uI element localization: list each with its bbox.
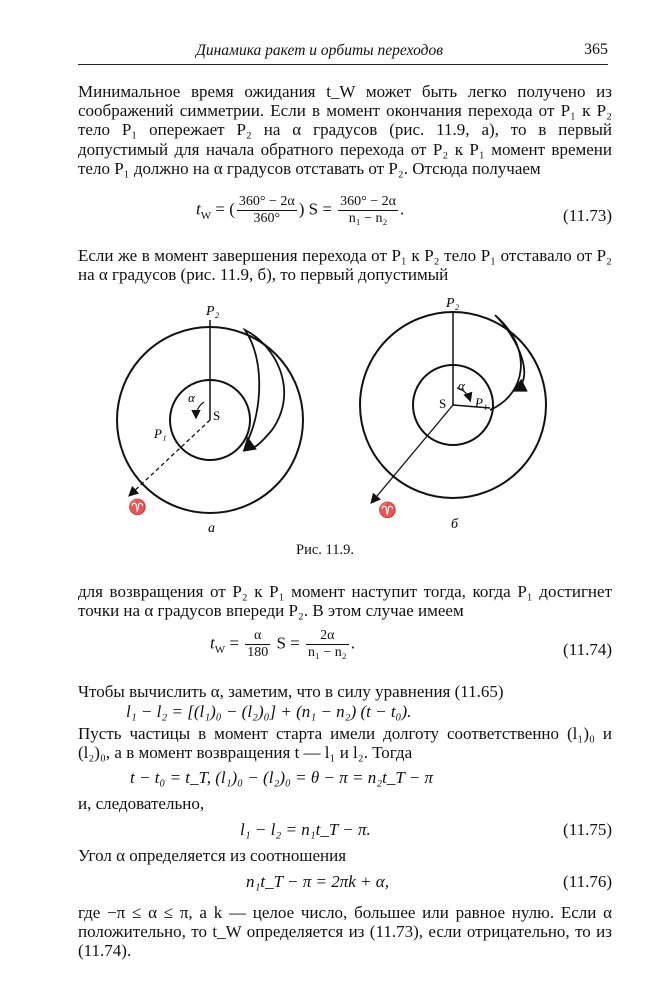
eq74-mid: S =	[272, 633, 305, 653]
sublabel-a: а	[208, 521, 215, 536]
eq74-frac2-denominator: n₁ − n₂	[308, 645, 347, 660]
eq76-number: (11.76)	[563, 872, 612, 891]
sublabel-b: б	[451, 517, 459, 532]
aries-icon-a: ♈	[128, 500, 147, 516]
paragraph-alpha-range: где −π ≤ α ≤ π, а k — целое число, большее или равное нулю. Если α положительно, то t_W определяется из (11.73), если отрицательно, то из (11.74).	[78, 903, 612, 961]
paragraph-consequently: и, следовательно,	[78, 794, 205, 813]
label-p2-b: P₂	[446, 296, 460, 311]
label-p2-a: P₂	[206, 304, 220, 319]
eq73-lhs: t	[196, 199, 201, 219]
paragraph-angle-alpha: Угол α определяется из соотношения	[78, 846, 347, 865]
time-relations-text: t − t₀ = t_T, (l₁)₀ − (l₂)₀ = θ − π = n₂t_T − π	[130, 768, 433, 787]
eq74-frac1-denominator: 180	[247, 645, 269, 660]
eq73-frac2-numerator: 360° − 2α	[340, 194, 397, 209]
longitude-difference-text: l₁ − l₂ = [(l₁)₀ − (l₂)₀] + (n₁ − n₂) (t − t₀).	[126, 702, 412, 721]
eq73-end: .	[400, 199, 405, 219]
eq74-frac2-numerator: 2α	[306, 628, 349, 645]
running-header	[78, 40, 608, 65]
equation-11-74	[78, 628, 612, 668]
eq74-frac1-numerator: α	[245, 628, 270, 645]
eq73-eq1: = (	[211, 199, 235, 219]
eq75-number: (11.75)	[563, 820, 612, 839]
transfer-ellipse-b	[490, 315, 524, 410]
eq74-fraction-1	[245, 628, 270, 661]
eq75-body: l₁ − l₂ = n₁t_T − π.	[240, 820, 371, 839]
figure-11-9	[0, 290, 650, 550]
eq73-frac1-denominator: 360°	[253, 211, 281, 226]
equation-11-73	[78, 194, 612, 234]
eq74-lhs: t	[210, 633, 215, 653]
eq74-lhs-sub: W	[214, 643, 226, 656]
eq73-mid: ) S =	[298, 199, 337, 219]
paragraph-lagging-case: Если же в момент завершения перехода от P₁ к P₂ тело P₁ отставало от P₂ на α градусов (рис. 11.9, б), то первый допустимый	[78, 246, 612, 285]
aries-direction-b	[372, 405, 453, 502]
eq73-frac1-numerator: 360° − 2α	[238, 194, 295, 209]
diagram-a	[117, 304, 303, 536]
eq74-end: .	[350, 633, 355, 653]
label-alpha-a: α	[188, 390, 195, 405]
paragraph-return-moment: для возвращения от P₂ к P₁ момент наступит тогда, когда P₁ достигнет точки на α градусов впереди P₂. В этом случае имеем	[78, 582, 612, 621]
label-s-a: S	[213, 408, 221, 423]
figure-caption: Рис. 11.9.	[296, 542, 354, 558]
paragraph-compute-alpha: Чтобы вычислить α, заметим, что в силу уравнения (11.65)	[78, 682, 504, 701]
label-alpha-b: α	[458, 378, 465, 393]
eq73-fraction-1	[237, 194, 297, 227]
eq74-fraction-2	[306, 628, 349, 661]
page-number: 365	[584, 41, 608, 58]
paragraph-min-wait-time: Минимальное время ожидания t_W может быть легко получено из соображений симметрии. Если в момент окончания перехода от P₁ к P₂ тело P₁ опережает P₂ на α градусов (рис. 11.9, а), то в первый допустимый для начала обратного перехода от P₂ к P₁ момент времени тело P₁ должно на α градусов отставать от P₂. Отсюда получаем	[78, 82, 612, 178]
eq73-number: (11.73)	[563, 206, 612, 225]
aries-icon-b: ♈	[378, 503, 397, 519]
eq74-eq1: =	[225, 633, 244, 653]
alpha-arc-a	[196, 402, 204, 417]
label-s-b: S	[439, 396, 447, 411]
diagram-b	[360, 296, 546, 532]
transfer-ellipse-a	[245, 330, 284, 447]
label-p1-a: P₁	[154, 426, 167, 441]
eq74-number: (11.74)	[563, 640, 612, 659]
eq73-frac2-denominator: n₁ − n₂	[348, 211, 388, 226]
paragraph-start-longitudes: Пусть частицы в момент старта имели долготу соответственно (l₁)₀ и (l₂)₀, а в момент возвращения t — l₁ и l₂. Тогда	[78, 724, 612, 763]
eq73-lhs-sub: W	[200, 209, 212, 222]
running-title: Динамика ракет и орбиты переходов	[196, 42, 443, 59]
label-p1-b: P₁	[475, 395, 488, 410]
eq76-body: n₁t_T − π = 2πk + α,	[246, 872, 389, 891]
eq73-fraction-2	[338, 194, 398, 227]
